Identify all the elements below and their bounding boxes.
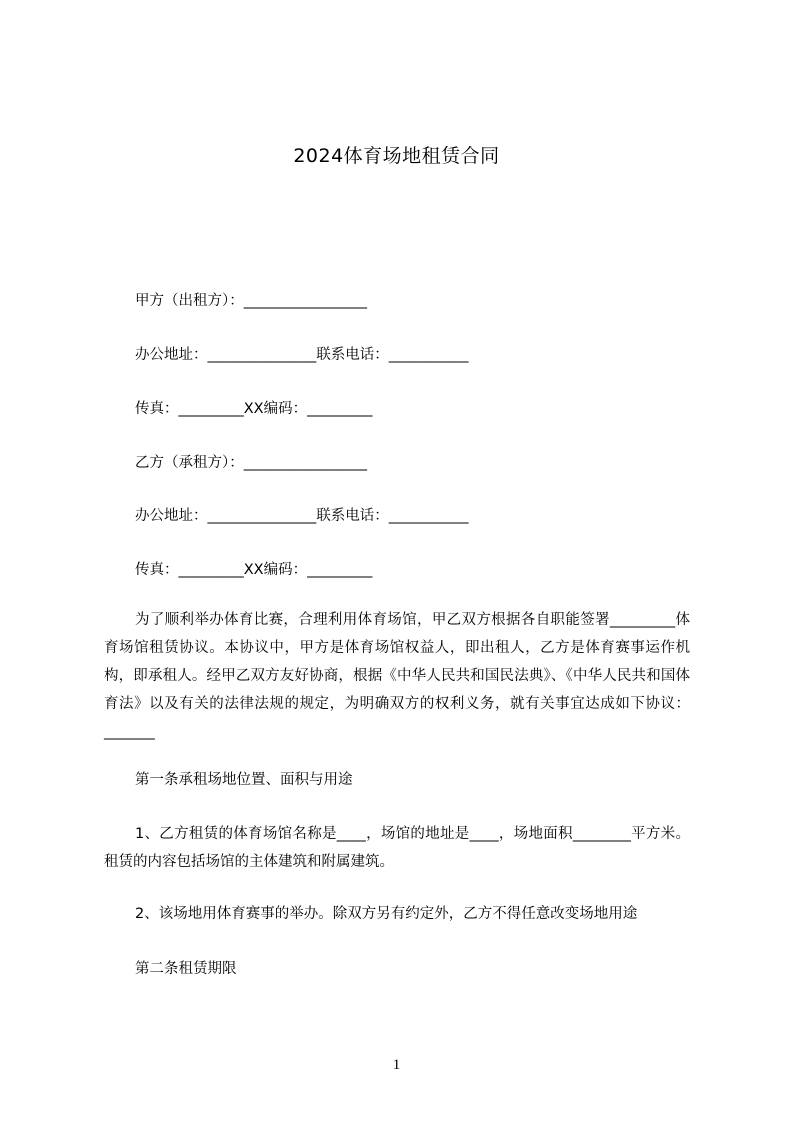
article-1-heading: 第一条承租场地位置、面积与用途 [135, 772, 353, 788]
article-2-heading: 第二条租赁期限 [135, 961, 237, 977]
document-title: 2024体育场地租赁合同 [293, 145, 500, 167]
party-b-fax-code-line: 传真：_________XX编码：_________ [135, 562, 373, 578]
party-b-address-phone-line: 办公地址：_______________联系电话：___________ [135, 508, 469, 524]
party-b-name-line: 乙方（承租方）：_________________ [135, 455, 367, 471]
party-a-address-phone-line: 办公地址：_______________联系电话：___________ [135, 347, 469, 363]
preamble-paragraph: 为了顺利举办体育比赛，合理利用体育场馆，甲乙双方根据各自职能签署_________体育场馆租赁协议。本协议中，甲方是体育场馆权益人，即出租人，乙方是体育赛事运作机构，即承租人。经甲乙双方友好协商，根据《中华人民共和国民法典》、《中华人民共和国体育法》以及有关的法律法规的规定，为明确双方的权利义务，就有关事宜达成如下协议：_______ [104, 612, 690, 740]
party-a-name-line: 甲方（出租方）：_________________ [135, 293, 367, 309]
article-1-clause-2: 2、该场地用体育赛事的举办。除双方另有约定外，乙方不得任意改变场地用途 [135, 906, 638, 922]
page-number: 1 [392, 1057, 401, 1073]
article-1-clause-1: 1、乙方租赁的体育场馆名称是____，场馆的地址是____，场地面积________平方米。租赁的内容包括场馆的主体建筑和附属建筑。 [104, 826, 690, 870]
party-a-fax-code-line: 传真：_________XX编码：_________ [135, 401, 373, 417]
